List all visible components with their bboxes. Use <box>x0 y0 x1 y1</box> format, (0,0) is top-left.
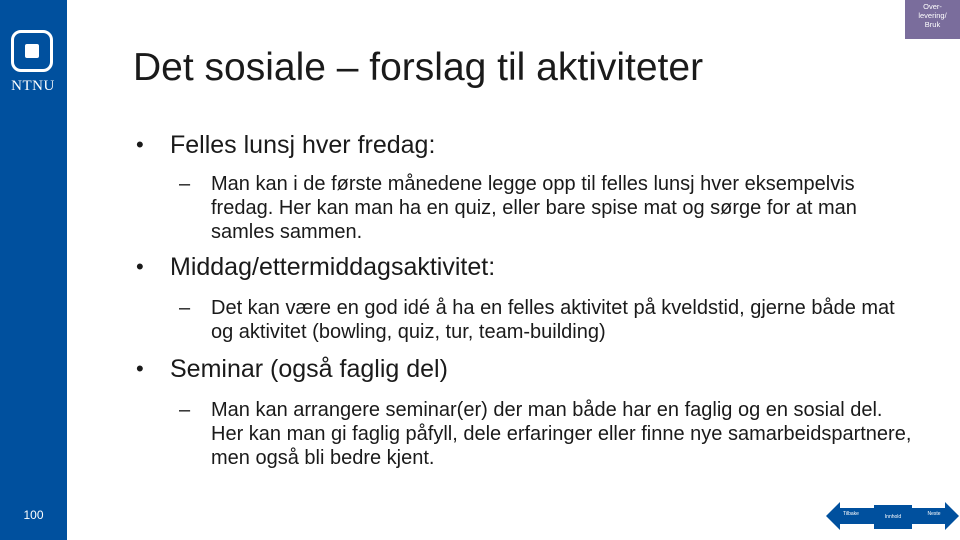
dash-marker: – <box>179 297 191 319</box>
bullet-item: • Seminar (også faglig del) <box>133 354 913 384</box>
sub-bullet-item: – Man kan arrangere seminar(er) der man både har en faglig og en sosial del. Her kan man gi faglig påfyll, dele erfaringer eller finne nye samarbeidspartnere, men også bli bedre kjent. <box>179 399 912 469</box>
bullet-item: • Middag/ettermiddagsaktivitet: <box>133 252 913 282</box>
dash-marker: – <box>179 399 191 421</box>
slide-content <box>133 130 913 470</box>
sidebar <box>0 0 67 540</box>
section-badge: Over- levering/ Bruk <box>905 0 960 39</box>
ntnu-logo <box>9 30 57 100</box>
bullet-item: • Felles lunsj hver fredag: <box>133 130 913 160</box>
slide-title: Det sosiale – forslag til aktiviteter <box>133 46 704 89</box>
sub-bullet-item: – Det kan være en god idé å ha en felles aktivitet på kveldstid, gjerne både mat og aktivitet (bowling, quiz, tur, team-building) <box>179 297 895 343</box>
next-button[interactable]: Neste <box>909 502 959 530</box>
dash-marker: – <box>179 173 191 195</box>
logo-square-icon <box>11 30 53 72</box>
logo-text: NTNU <box>11 78 55 94</box>
previous-button[interactable]: Tilbake <box>826 502 876 530</box>
contents-button[interactable]: Innhold <box>874 505 912 529</box>
page-number: 100 <box>23 508 44 522</box>
sub-bullet-item: – Man kan i de første månedene legge opp til felles lunsj hver eksempelvis fredag. Her kan man ha en quiz, eller bare spise mat og sørge for at man samles sammen. <box>179 173 857 243</box>
